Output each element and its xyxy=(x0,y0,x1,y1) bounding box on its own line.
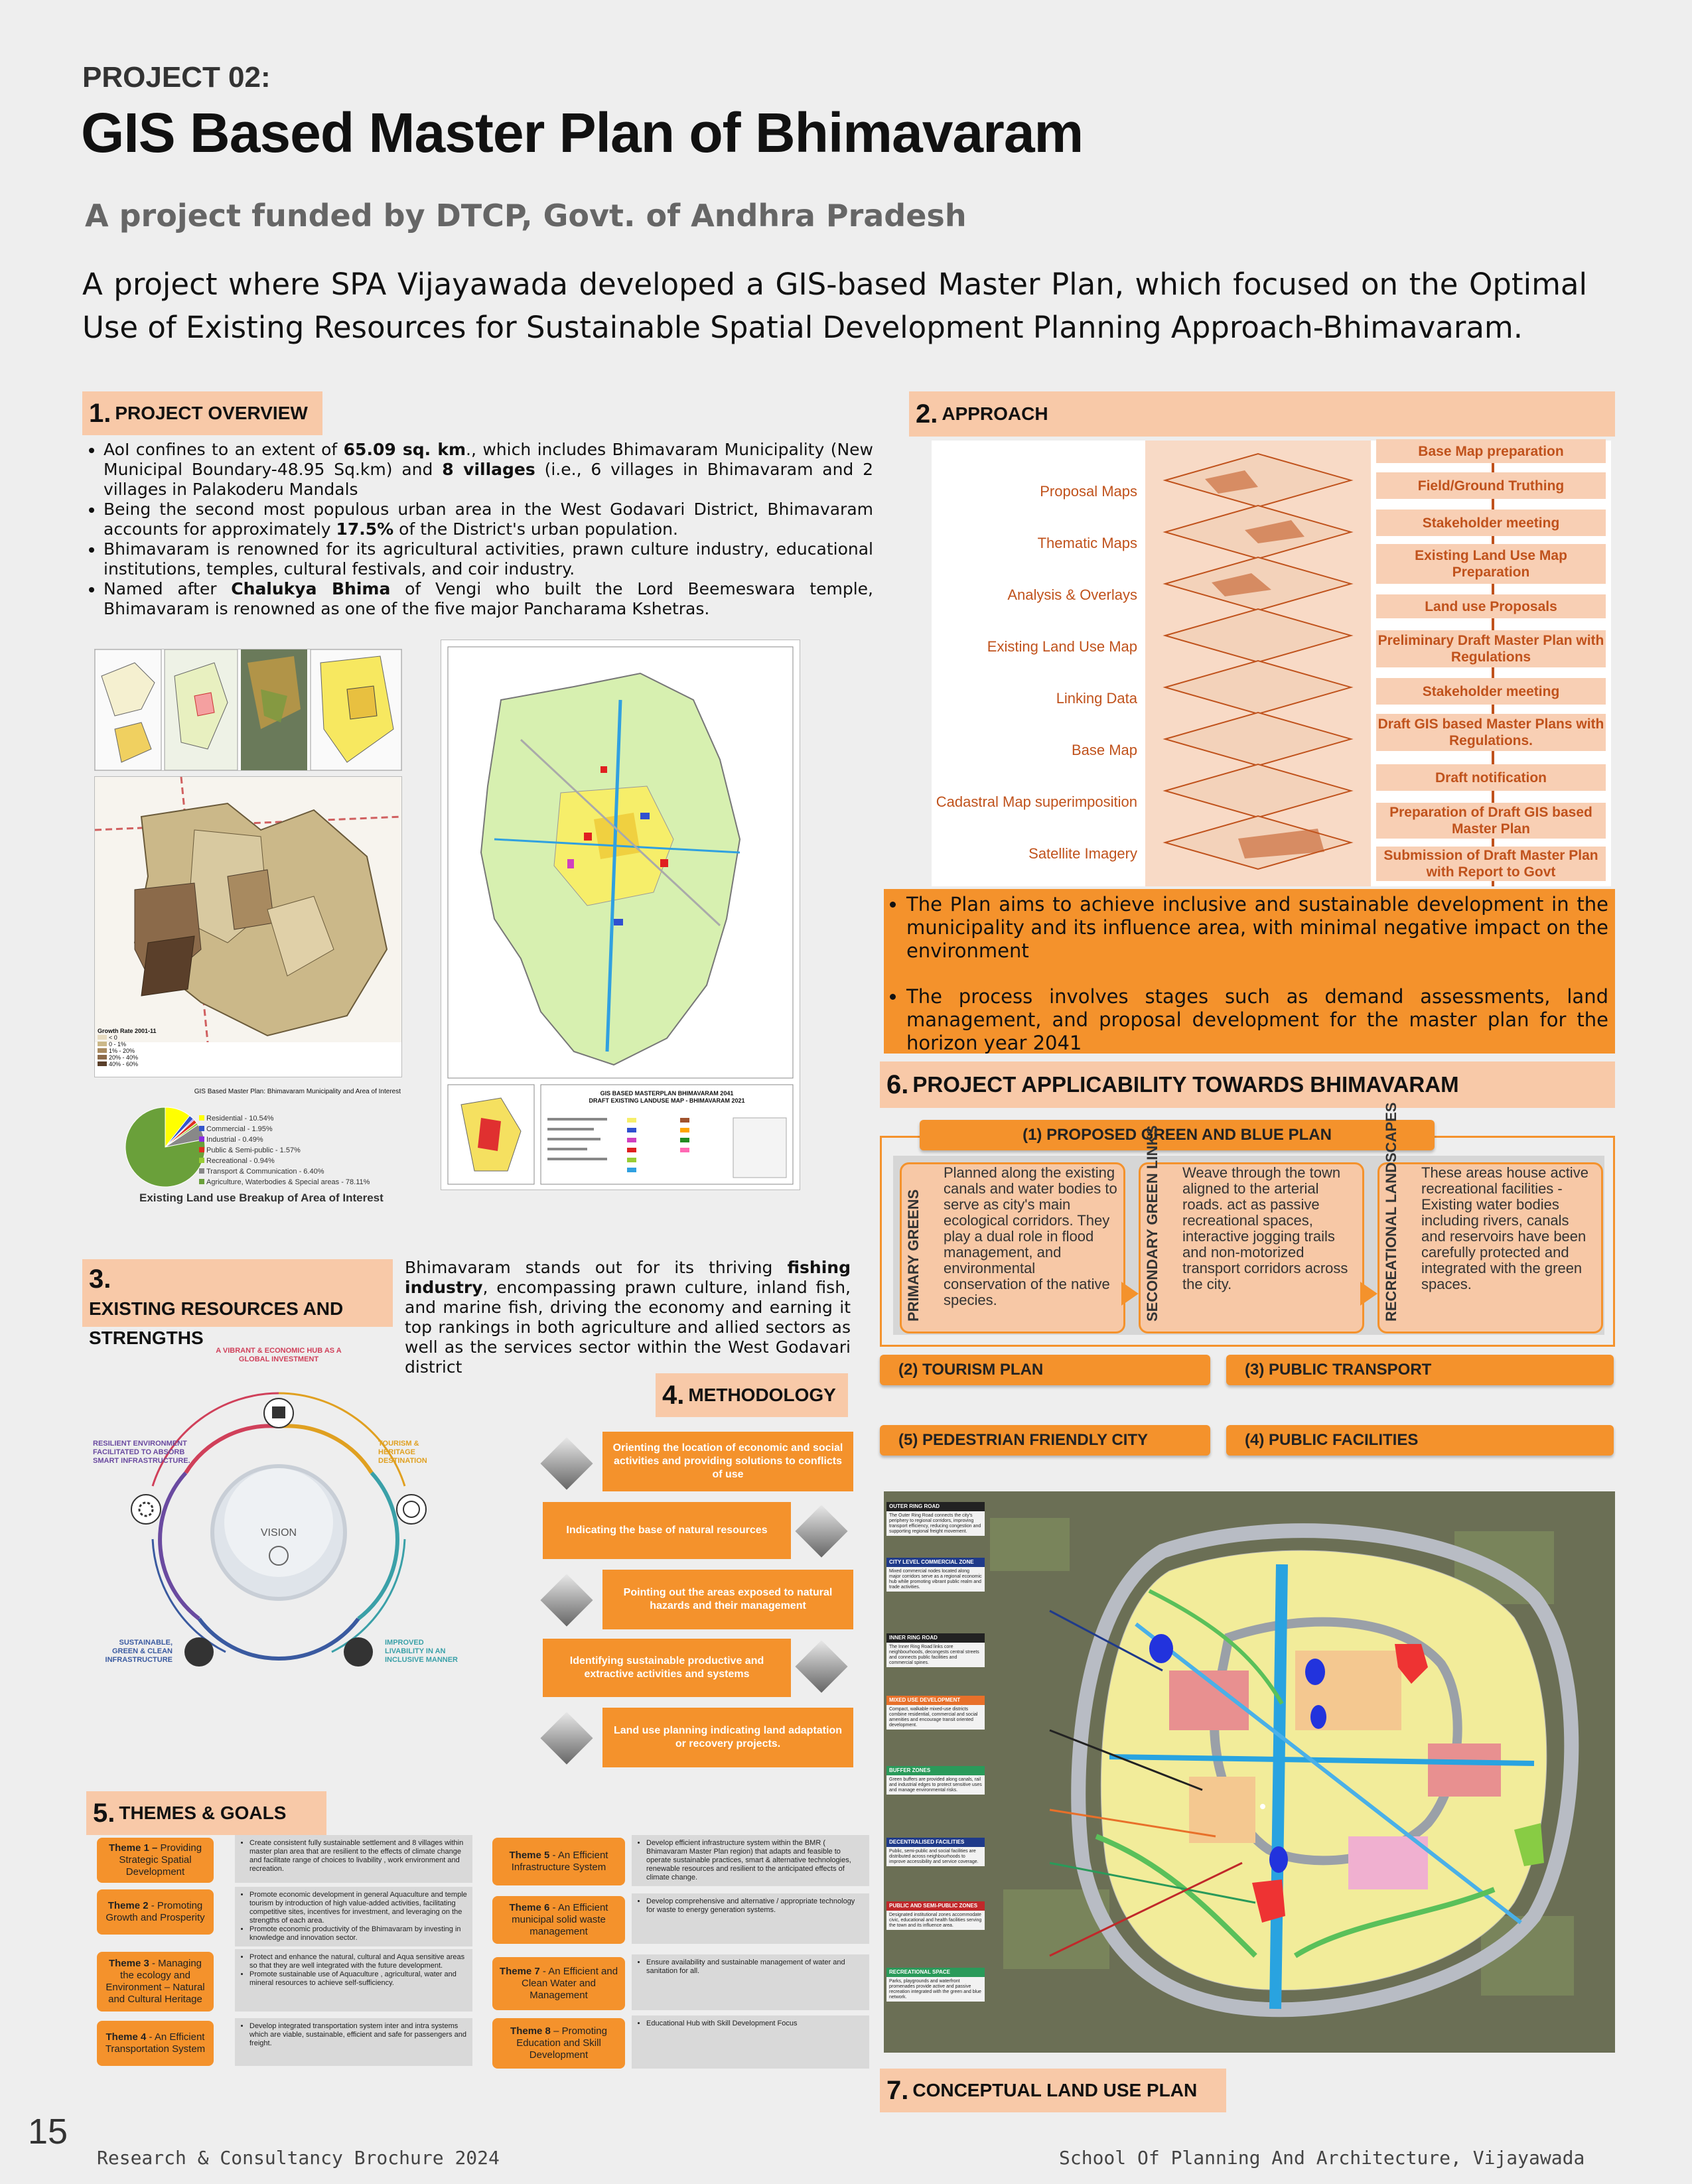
approach-layer-label: Analysis & Overlays xyxy=(1007,586,1137,603)
conceptual-legend-item xyxy=(886,1901,985,1930)
area-of-interest-map xyxy=(94,776,402,1077)
methodology-step: Pointing out the areas exposed to natural hazards and their management xyxy=(602,1570,853,1629)
intro-paragraph: A project where SPA Vijayawada developed a GIS-based Master Plan, which focused on the Optimal Use of Existing Resources for Sustainable Spatial Development Planning Approach-Bhimavaram. xyxy=(82,267,1587,345)
pie-legend-label: Commercial - 1.95% xyxy=(206,1125,273,1133)
page-title: GIS Based Master Plan of Bhimavaram xyxy=(81,102,1084,164)
conceptual-legend-text: The Outer Ring Road connects the city's periphery to regional corridors, improving transport efficiency, reducing congestion and supporting regional freight movement. xyxy=(889,1513,981,1534)
approach-bullet: • The Plan aims to achieve inclusive and sustainable development in the municipality and its influence area, with minimal negative impact on the environment xyxy=(906,893,1608,963)
conceptual-legend-item xyxy=(886,1696,985,1730)
conceptual-legend-title: PUBLIC AND SEMI-PUBLIC ZONES xyxy=(886,1901,985,1911)
theme-description: • Develop integrated transportation system inter and intra systems which are viable, sustainable, efficient and safe for passengers and freight. xyxy=(235,2018,472,2066)
pie-legend-item xyxy=(199,1156,370,1166)
green-blue-card-text: These areas house active recreational facilities - Existing water bodies including rivers, canals and reservoirs have been carefully protected and integrated with the green spaces. xyxy=(1421,1164,1588,1292)
landuse-pie-chart xyxy=(123,1105,207,1189)
green-blue-card-text: Weave through the town aligned to the arterial roads. act as passive recreational spaces, interactive jogging trails and non-motorized transport corridors across the city. xyxy=(1182,1164,1348,1292)
theme-description: • Develop comprehensive and alternative / appropriate technology for waste to energy generation systems. xyxy=(632,1893,869,1944)
methodology-diamond-icon xyxy=(540,1712,593,1764)
aoi-map-svg xyxy=(95,777,401,1042)
theme-description: • Create consistent fully sustainable settlement and 8 villages within master plan area that are resilient to the effects of climate change and facilitate range of choices to livability , work environment and recreation. xyxy=(235,1835,472,1883)
theme-description: • Develop efficient infrastructure system within the BMR ( Bhimavaram Master Plan region) that adapts and feasible to operate sustainable practices, smart & alternative technologies, renewable resources and resilient to the anticipated effects of climate change. xyxy=(632,1835,869,1886)
methodology-heading-text: METHODOLOGY xyxy=(688,1385,836,1405)
footer-right: School Of Planning And Architecture, Vijayawada xyxy=(1059,2147,1585,2169)
conceptual-legend-title: DECENTRALISED FACILITIES xyxy=(886,1838,985,1847)
methodology-step: Orienting the location of economic and social activities and providing solutions to conflicts of use xyxy=(602,1432,853,1491)
conceptual-legend-text: The Inner Ring Road links core neighbourhoods, decongests central streets and connects public facilities and commercial spines. xyxy=(889,1645,979,1665)
location-maps xyxy=(94,649,402,771)
resources-paragraph: Bhimavaram stands out for its thriving fishing industry, encompassing prawn culture, inland fish, and marine fish, driving the economy and earning it top rankings in both agriculture and allied sectors as well as the services sector within the West Godavari district xyxy=(405,1258,851,1377)
approach-num: 2. xyxy=(916,399,938,429)
methodology-num: 4. xyxy=(662,1380,685,1410)
approach-step: Draft notification xyxy=(1376,764,1606,791)
pie-legend-swatch xyxy=(199,1115,204,1121)
vision-label-livability: IMPROVED LIVABILITY IN AN INCLUSIVE MANNER xyxy=(385,1639,458,1664)
pie-legend-swatch xyxy=(199,1147,204,1152)
conceptual-legend-text: Compact, walkable mixed-use districts combine residential, commercial and social amenities and encourage transit oriented development. xyxy=(889,1707,978,1728)
approach-step: Draft GIS based Master Plans with Regulations. xyxy=(1376,714,1606,751)
approach-layer-label: Proposal Maps xyxy=(1040,483,1137,500)
overview-bullet: • Bhimavaram is renowned for its agricultural activities, prawn culture industry, educational institutions, temples, cultural festivals, and coir industry. xyxy=(104,539,873,579)
project-label: PROJECT 02: xyxy=(82,61,271,94)
conceptual-landuse-map xyxy=(884,1491,1615,2053)
pie-legend-swatch xyxy=(199,1179,204,1184)
conceptual-legend-text: Mixed commercial nodes located along major corridors serve as a regional economic hub while promoting vibrant public realm and trade activities. xyxy=(889,1569,982,1590)
card-arrow-icon xyxy=(1121,1282,1139,1306)
approach-step: Preliminary Draft Master Plan with Regulations xyxy=(1376,630,1606,667)
approach-layer-label: Thematic Maps xyxy=(1037,535,1137,551)
approach-step: Stakeholder meeting xyxy=(1376,678,1606,705)
overview-bullets xyxy=(81,440,873,619)
resources-heading xyxy=(82,1259,393,1348)
pie-legend-label: Transport & Communication - 6.40% xyxy=(206,1168,324,1176)
conceptual-legend-item xyxy=(886,1838,985,1866)
pie-legend-swatch xyxy=(199,1126,204,1131)
conceptual-legend-text: Public, semi-public and social facilities are distributed across neighbourhoods to improve accessibility and service coverage. xyxy=(889,1849,979,1864)
approach-step: Land use Proposals xyxy=(1376,594,1606,618)
applicability-heading xyxy=(880,1061,1615,1108)
themes-num: 5. xyxy=(93,1798,115,1828)
overview-bullet: • Being the second most populous urban area in the West Godavari District, Bhimavaram accounts for approximately 17.5% of the District's urban population. xyxy=(104,500,873,539)
approach-layer-label: Cadastral Map superimposition xyxy=(936,793,1137,810)
theme-pill: Theme 1 – Providing Strategic Spatial Development xyxy=(97,1838,214,1883)
methodology-step: Identifying sustainable productive and extractive activities and systems xyxy=(543,1639,791,1697)
approach-step: Field/Ground Truthing xyxy=(1376,472,1606,499)
existing-landuse-map xyxy=(441,640,800,1190)
pie-legend-item xyxy=(199,1166,370,1177)
pie-legend-label: Industrial - 0.49% xyxy=(206,1136,263,1144)
approach-bullet: • The process involves stages such as demand assessments, land management, and proposal development for the master plan for the horizon year 2041 xyxy=(906,985,1608,1055)
overview-bullet: • Named after Chalukya Bhima of Vengi who built the Lord Beemeswara temple, Bhimavaram is renowned as one of the five major Pancharama Kshetras. xyxy=(104,579,873,619)
pie-legend-swatch xyxy=(199,1168,204,1174)
pie-legend-item xyxy=(199,1134,370,1145)
theme-pill: Theme 4 - An Efficient Transportation System xyxy=(97,2021,214,2066)
conceptual-legend-item xyxy=(886,1968,985,2002)
vision-label-resilient: RESILIENT ENVIRONMENT FACILITATED TO ABSORB SMART INFRASTRUCTURE. xyxy=(93,1440,190,1465)
approach-step: Base Map preparation xyxy=(1376,439,1606,463)
conceptual-legend-title: CITY LEVEL COMMERCIAL ZONE xyxy=(886,1558,985,1567)
theme-description: • Protect and enhance the natural, cultural and Aqua sensitive areas so that they are well integrated with the future development. • Promote sustainable use of Aquaculture , agricultural, water and mineral resources to achieve self-sufficiency. xyxy=(235,1949,472,2012)
conceptual-legend-title: MIXED USE DEVELOPMENT xyxy=(886,1696,985,1705)
theme-pill: Theme 7 - An Efficient and Clean Water and Management xyxy=(492,1957,625,2010)
pie-legend-item xyxy=(199,1145,370,1156)
conceptual-legend-text: Designated institutional zones accommodate civic, educational and health facilities serving the town and its influence area. xyxy=(889,1913,982,1928)
approach-layer-label: Satellite Imagery xyxy=(1028,845,1137,862)
resources-num: 3. xyxy=(89,1264,111,1294)
pie-legend-label: Recreational - 0.94% xyxy=(206,1157,275,1165)
methodology-heading xyxy=(656,1373,848,1417)
aoi-map-caption: GIS Based Master Plan: Bhimavaram Municipality and Area of Interest xyxy=(194,1088,401,1095)
pie-legend-label: Agriculture, Waterbodies & Special areas - 78.11% xyxy=(206,1178,370,1186)
conceptual-legend-title: OUTER RING ROAD xyxy=(886,1502,985,1511)
pie-legend-item xyxy=(199,1113,370,1124)
methodology-diamond-icon xyxy=(795,1505,847,1557)
page-number: 15 xyxy=(28,2112,68,2151)
conceptual-legend-item xyxy=(886,1558,985,1592)
methodology-step: Indicating the base of natural resources xyxy=(543,1502,791,1559)
pie-legend-swatch xyxy=(199,1136,204,1142)
methodology-step: Land use planning indicating land adaptation or recovery projects. xyxy=(602,1708,853,1767)
approach-step: Preparation of Draft GIS based Master Plan xyxy=(1376,803,1606,839)
approach-summary-box xyxy=(884,889,1615,1054)
aoi-map-legend: Growth Rate 2001-11 < 0 0 - 1% 1% - 20% 20% - 40% 40% - 60% xyxy=(98,1028,157,1067)
vision-diagram xyxy=(93,1340,464,1698)
pie-legend-swatch xyxy=(199,1158,204,1163)
approach-layers-svg xyxy=(1145,441,1371,886)
vision-center-label: VISION xyxy=(260,1527,297,1538)
applicability-num: 6. xyxy=(886,1069,909,1099)
theme-pill: Theme 8 – Promoting Education and Skill Development xyxy=(492,2018,625,2069)
conceptual-legend-title: INNER RING ROAD xyxy=(886,1633,985,1643)
green-blue-plan-title: (1) PROPOSED GREEN AND BLUE PLAN xyxy=(920,1120,1435,1150)
conceptual-legend-text: Green buffers are provided along canals, rail and industrial edges to protect sensitive uses and manage environmental risks. xyxy=(889,1777,982,1793)
approach-step: Stakeholder meeting xyxy=(1376,510,1606,536)
conceptual-num: 7. xyxy=(886,2075,909,2105)
theme-description: • Promote economic development in general Aquaculture and temple tourism by introduction of high value-added activities, facilitating competitive sites, incentives for investment, and leveraging on the strengths of each area. • Promote economic productivity of the Bhimavaram by investing in knowledge and innovation sector. xyxy=(235,1887,472,1946)
overview-heading-text: PROJECT OVERVIEW xyxy=(115,403,308,423)
applicability-heading-text: PROJECT APPLICABILITY TOWARDS BHIMAVARAM xyxy=(912,1072,1459,1097)
theme-pill: Theme 2 - Promoting Growth and Prosperity xyxy=(97,1889,214,1935)
vision-label-economic: A VIBRANT & ECONOMIC HUB AS A GLOBAL INVESTMENT xyxy=(216,1347,342,1363)
conceptual-legend-item xyxy=(886,1766,985,1795)
green-blue-card-side: SECONDARY GREEN LINKS xyxy=(1144,1125,1161,1322)
conceptual-heading xyxy=(880,2069,1226,2112)
footer-left: Research & Consultancy Brochure 2024 xyxy=(97,2147,500,2169)
conceptual-legend-text: Parks, playgrounds and waterfront promenades provide active and passive recreation integrated with the green and blue network. xyxy=(889,1979,981,2000)
resources-heading-text: EXISTING RESOURCES AND STRENGTHS xyxy=(89,1298,344,1348)
vision-label-tourism: TOURISM & HERITAGE DESTINATION xyxy=(378,1440,427,1465)
conceptual-legend-title: BUFFER ZONES xyxy=(886,1766,985,1775)
public-facilities-pill: (4) PUBLIC FACILITIES xyxy=(1226,1425,1614,1456)
public-transport-pill: (3) PUBLIC TRANSPORT xyxy=(1226,1355,1614,1385)
themes-heading-text: THEMES & GOALS xyxy=(119,1803,287,1823)
conceptual-map-svg xyxy=(884,1491,1615,2053)
methodology-diamond-icon xyxy=(540,1437,593,1489)
themes-heading xyxy=(86,1791,326,1835)
tourism-plan-pill: (2) TOURISM PLAN xyxy=(880,1355,1210,1385)
theme-description: • Educational Hub with Skill Development Focus xyxy=(632,2015,869,2069)
conceptual-legend-title: RECREATIONAL SPACE xyxy=(886,1968,985,1977)
approach-layer-label: Base Map xyxy=(1071,742,1137,758)
page-subtitle: A project funded by DTCP, Govt. of Andhra Pradesh xyxy=(85,198,967,234)
card-arrow-icon xyxy=(1360,1282,1377,1306)
conceptual-heading-text: CONCEPTUAL LAND USE PLAN xyxy=(912,2080,1198,2100)
conceptual-legend-item xyxy=(886,1502,985,1536)
approach-step: Submission of Draft Master Plan with Report to Govt xyxy=(1376,847,1606,881)
overview-num: 1. xyxy=(89,398,111,428)
overview-bullet: • AoI confines to an extent of 65.09 sq. km., which includes Bhimavaram Municipality (New Municipal Boundary-48.95 Sq.km) and 8 villages (i.e., 6 villages in Bhimavaram and 2 villages in Palakoderu Mandals xyxy=(104,440,873,500)
pie-caption: Existing Land use Breakup of Area of Interest xyxy=(139,1192,384,1204)
green-blue-card-text: Planned along the existing canals and water bodies to serve as city's main ecological corridors. They play a dual role in flood management, and environmental conservation of the native species. xyxy=(944,1164,1117,1308)
theme-pill: Theme 5 - An Efficient Infrastructure System xyxy=(492,1838,625,1885)
pie-legend xyxy=(199,1113,370,1188)
pie-legend-item xyxy=(199,1124,370,1134)
approach-layer-label: Linking Data xyxy=(1056,690,1137,707)
green-blue-card-side: RECREATIONAL LANDSCAPES xyxy=(1383,1102,1399,1322)
landuse-map-title: GIS BASED MASTERPLAN BHIMAVARAM 2041 DRAFT EXISTING LANDUSE MAP - BHIMAVARAM 2021 xyxy=(589,1090,745,1104)
green-blue-card-side: PRIMARY GREENS xyxy=(905,1189,922,1322)
landuse-map-svg xyxy=(441,640,800,1190)
overview-heading xyxy=(82,391,322,435)
pedestrian-city-pill: (5) PEDESTRIAN FRIENDLY CITY xyxy=(880,1425,1210,1456)
approach-heading xyxy=(909,391,1615,437)
conceptual-legend-item xyxy=(886,1633,985,1667)
pie-legend-label: Residential - 10.54% xyxy=(206,1115,274,1123)
approach-heading-text: APPROACH xyxy=(942,403,1048,424)
pie-legend-label: Public & Semi-public - 1.57% xyxy=(206,1146,301,1154)
location-maps-svg xyxy=(95,649,401,770)
theme-pill: Theme 6 - An Efficient municipal solid waste management xyxy=(492,1896,625,1944)
approach-step: Existing Land Use Map Preparation xyxy=(1376,544,1606,584)
vision-label-sustainable: SUSTAINABLE, GREEN & CLEAN INFRASTRUCTURE xyxy=(105,1639,173,1664)
pie-legend-item xyxy=(199,1177,370,1188)
methodology-diamond-icon xyxy=(795,1640,847,1692)
approach-layer-label: Existing Land Use Map xyxy=(987,638,1137,655)
methodology-diamond-icon xyxy=(540,1574,593,1626)
theme-pill: Theme 3 - Managing the ecology and Environment – Natural and Cultural Heritage xyxy=(97,1952,214,2012)
theme-description: • Ensure availability and sustainable management of water and sanitation for all. xyxy=(632,1954,869,2010)
